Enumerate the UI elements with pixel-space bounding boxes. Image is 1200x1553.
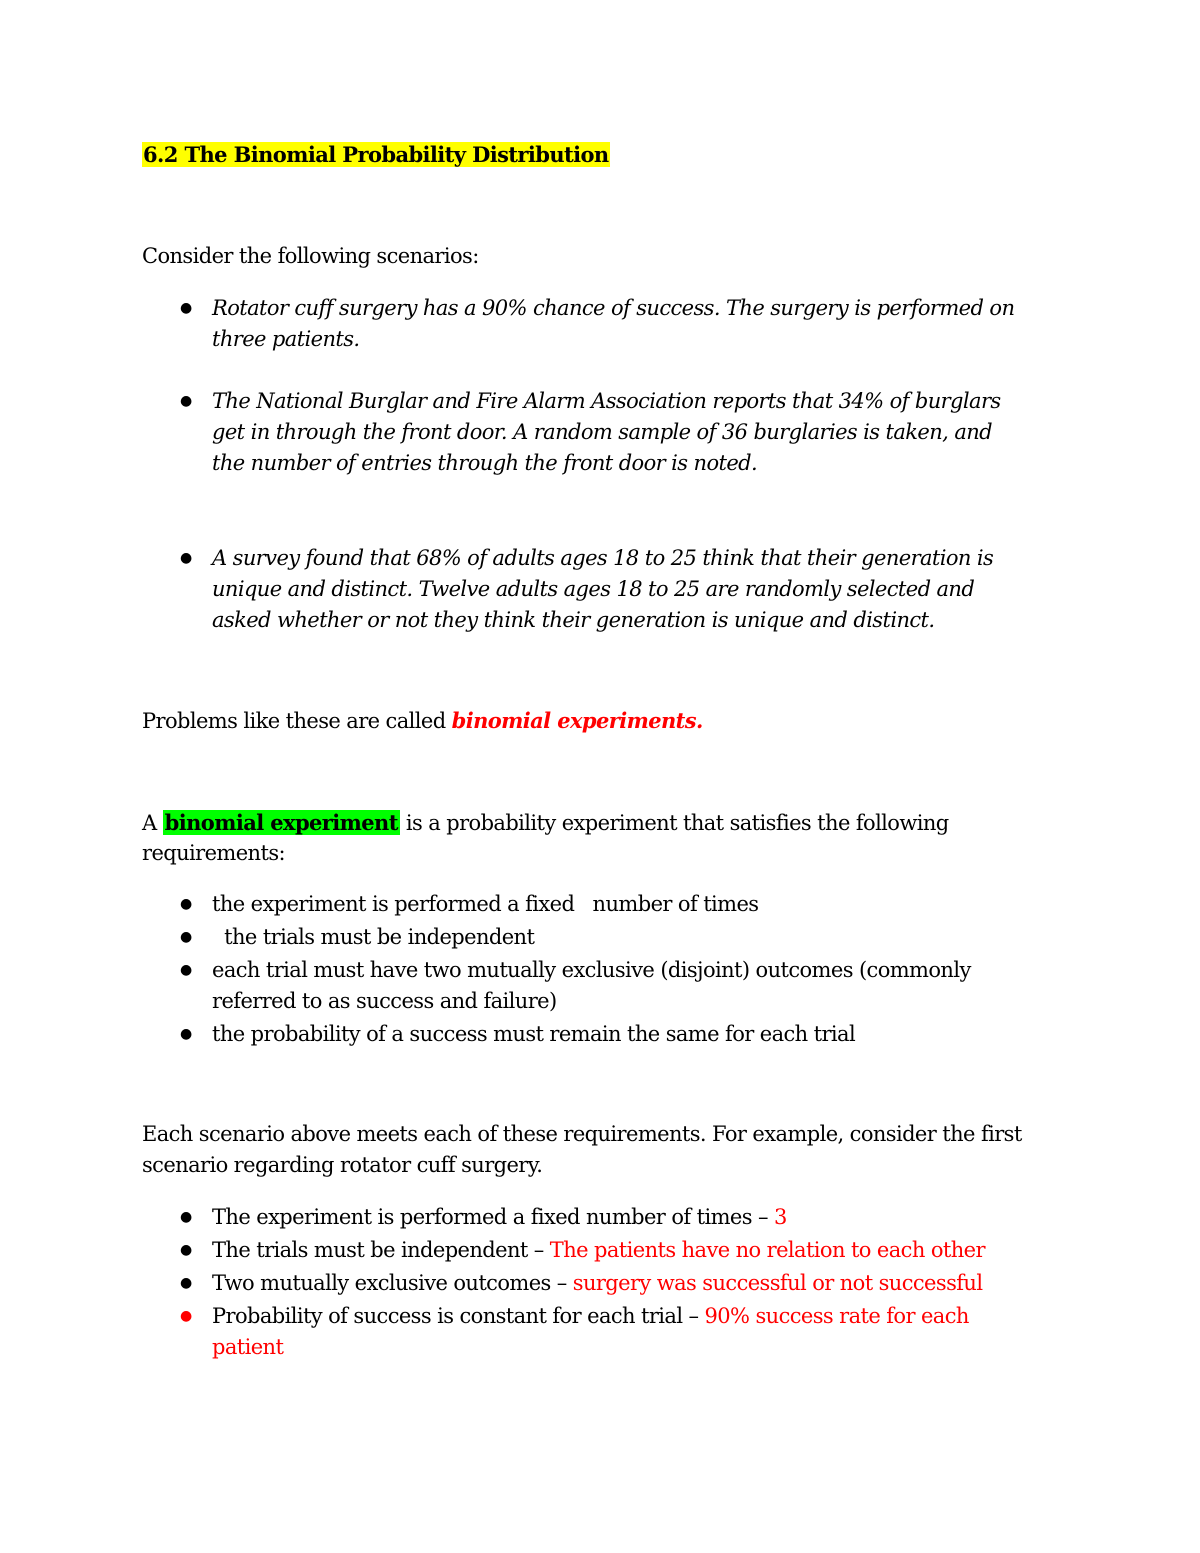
problems-prefix: Problems like these are called xyxy=(142,709,452,733)
definition-suffix: is a probability experiment that satisfies the following xyxy=(399,811,949,835)
scenario-1-line-1: Rotator cuff surgery has a 90% chance of success. The surgery is performed on xyxy=(212,296,1015,320)
example-3-answer: surgery was successful or not successful xyxy=(572,1271,983,1295)
requirement-1: the experiment is performed a fixed number of times xyxy=(212,892,759,916)
example-4-answer-line-2: patient xyxy=(212,1335,284,1359)
example-4-text: Probability of success is constant for each trial – xyxy=(212,1304,705,1328)
requirement-4: the probability of a success must remain the same for each trial xyxy=(212,1022,856,1046)
requirement-3-line-1: each trial must have two mutually exclusive (disjoint) outcomes (commonly xyxy=(212,958,971,982)
example-4-answer: 90% success rate for each xyxy=(704,1304,969,1328)
each-scenario-line-2: scenario regarding rotator cuff surgery. xyxy=(142,1153,543,1177)
bullet-icon: ● xyxy=(180,393,193,409)
bullet-icon: ● xyxy=(180,300,193,316)
bullet-icon: ● xyxy=(180,1209,193,1225)
scenario-1-line-2: three patients. xyxy=(212,327,360,351)
example-1-answer: 3 xyxy=(773,1205,787,1229)
example-1 xyxy=(212,1202,787,1233)
example-1-text: The experiment is performed a fixed number of times – xyxy=(212,1205,774,1229)
bullet-icon: ● xyxy=(180,962,193,978)
example-2 xyxy=(212,1235,985,1266)
requirement-3-line-2: referred to as success and failure) xyxy=(212,989,557,1013)
bullet-icon: ● xyxy=(180,929,193,945)
section-title: 6.2 The Binomial Probability Distribution xyxy=(143,142,609,167)
intro-text: Consider the following scenarios: xyxy=(142,244,479,268)
scenario-3-line-2: unique and distinct. Twelve adults ages 18 to 25 are randomly selected and xyxy=(212,577,975,601)
section-title-line xyxy=(142,139,610,171)
bullet-icon: ● xyxy=(180,1026,193,1042)
bullet-icon: ● xyxy=(180,1275,193,1291)
definition-line-2: requirements: xyxy=(142,841,285,865)
scenario-3-line-1: A survey found that 68% of adults ages 18 to 25 think that their generation is xyxy=(212,546,994,570)
example-3-text: Two mutually exclusive outcomes – xyxy=(212,1271,573,1295)
each-scenario-line-1: Each scenario above meets each of these requirements. For example, consider the first xyxy=(142,1122,1022,1146)
scenario-2-line-3: the number of entries through the front door is noted. xyxy=(212,451,758,475)
definition-line-1 xyxy=(142,807,949,839)
binomial-experiments-term: binomial experiments. xyxy=(451,708,703,733)
scenario-3-line-3: asked whether or not they think their generation is unique and distinct. xyxy=(212,608,935,632)
example-2-text: The trials must be independent – xyxy=(212,1238,550,1262)
bullet-icon-red: ● xyxy=(180,1308,193,1324)
bullet-icon: ● xyxy=(180,896,193,912)
problems-line xyxy=(142,705,703,737)
scenario-2-line-2: get in through the front door. A random sample of 36 burglaries is taken, and xyxy=(212,420,993,444)
binomial-experiment-term: binomial experiment xyxy=(164,810,398,835)
example-3 xyxy=(212,1268,982,1299)
bullet-icon: ● xyxy=(180,1242,193,1258)
example-4 xyxy=(212,1301,969,1332)
definition-prefix: A xyxy=(142,811,163,835)
requirement-2: the trials must be independent xyxy=(212,925,535,949)
scenario-2-line-1: The National Burglar and Fire Alarm Association reports that 34% of burglars xyxy=(212,389,1001,413)
bullet-icon: ● xyxy=(180,550,193,566)
example-2-answer: The patients have no relation to each other xyxy=(549,1238,985,1262)
